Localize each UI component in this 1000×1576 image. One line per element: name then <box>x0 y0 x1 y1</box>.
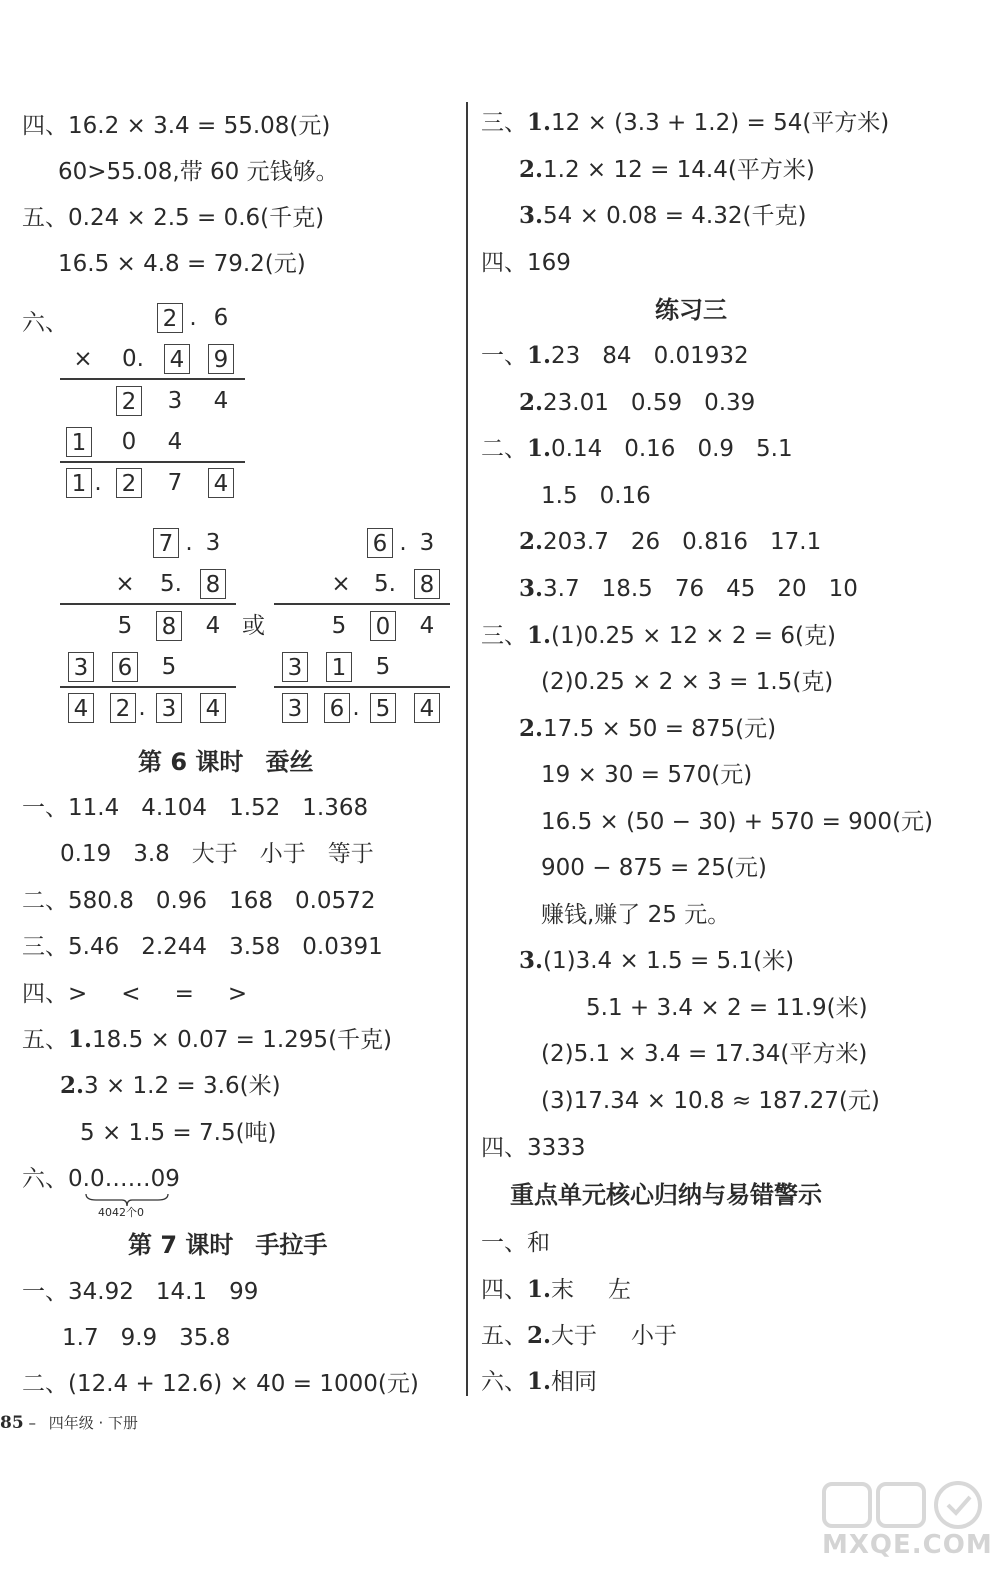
digit: 7 <box>167 470 183 496</box>
digit-box: 6 <box>324 693 350 723</box>
right-q4 <box>481 248 571 278</box>
left-q4-line1 <box>22 111 330 141</box>
answer-item: 1.368 <box>302 795 369 821</box>
answer-item: 0.16 <box>624 436 676 462</box>
lesson6-q2 <box>22 886 375 916</box>
answer-item: 0.16 <box>599 483 651 509</box>
question-mark: 一、 <box>22 795 68 821</box>
calc-rule <box>274 603 450 605</box>
question-mark: 二、 <box>481 436 527 462</box>
sub-question-number: 1. <box>527 109 552 136</box>
digit-box: 1 <box>66 427 92 457</box>
question-mark: 一、 <box>481 343 527 369</box>
answer-item: > <box>227 981 248 1007</box>
answer-item: 0.96 <box>155 888 208 914</box>
answer-item: 20 <box>777 576 807 602</box>
calc-rule <box>60 378 245 380</box>
answer-item: 0.0391 <box>302 934 383 960</box>
practice3-q3-line5: 16.5 × (50 − 30) + 570 = 900(元) <box>541 809 934 835</box>
column-divider <box>466 102 468 1396</box>
practice3-heading: 练习三 <box>655 296 727 324</box>
page-number: 85 <box>0 1413 24 1433</box>
practice3-q3-line8 <box>519 946 794 976</box>
answer-text: 18.5 × 0.07 = 1.295(千克) <box>92 1027 393 1053</box>
digit-box: 3 <box>156 693 182 723</box>
answer-text: 16.2 × 3.4 = 55.08(元) <box>68 113 331 139</box>
answer-text: (1)3.4 × 1.5 = 5.1(米) <box>543 948 795 974</box>
sub-question-number: 1. <box>527 1368 552 1395</box>
practice3-q3-line2: (2)0.25 × 2 × 3 = 1.5(克) <box>541 669 834 695</box>
answer-item: 大于 <box>191 841 238 867</box>
digit-box: 3 <box>282 693 308 723</box>
answer-item: 0.19 <box>60 841 112 867</box>
lesson6-q6 <box>22 1164 180 1194</box>
answer-item: 10 <box>828 576 858 602</box>
right-q3-line2 <box>519 155 815 185</box>
practice3-q1-line2 <box>519 388 755 418</box>
calc-rule <box>60 461 245 463</box>
lesson6-q3 <box>22 932 383 962</box>
answer-item: 0.816 <box>682 529 749 555</box>
sub-question-number: 1. <box>527 622 552 649</box>
watermark-seal-icon <box>818 1478 988 1534</box>
digit-box: 2 <box>110 693 136 723</box>
lesson6-q5-line1 <box>22 1025 392 1055</box>
question-mark: 一、 <box>481 1230 527 1256</box>
summary-q5 <box>481 1321 677 1351</box>
question-mark: 四、 <box>481 1277 527 1303</box>
digit: 3 <box>167 388 183 414</box>
answer-item: 等于 <box>327 841 374 867</box>
digit-box: 5 <box>370 693 396 723</box>
practice3-q3-line7: 赚钱,赚了 25 元。 <box>541 902 731 928</box>
right-q3-line1 <box>481 108 889 138</box>
digit: 5 <box>161 654 177 680</box>
answer-item: 35.8 <box>179 1325 231 1351</box>
left-q5-line1 <box>22 203 324 233</box>
answer-item: 14.1 <box>155 1279 208 1305</box>
digit-box: 9 <box>208 344 234 374</box>
calc-rule <box>60 603 236 605</box>
footer-dash: – <box>28 1414 36 1432</box>
answer-item: 99 <box>229 1279 259 1305</box>
sub-question-number: 1. <box>527 435 552 462</box>
answer-item: 580.8 <box>68 888 134 914</box>
digit-box: 4 <box>208 468 234 498</box>
practice3-q4 <box>481 1133 586 1163</box>
practice3-q2-line3 <box>519 527 821 557</box>
lesson-topic: 手拉手 <box>255 1231 328 1259</box>
answer-text: 0.24 × 2.5 = 0.6(千克) <box>68 205 325 231</box>
times-sign: × <box>73 346 93 372</box>
digit: 3 <box>419 530 435 556</box>
answer-item: 4.104 <box>141 795 208 821</box>
answer-item: 末 <box>551 1277 575 1303</box>
digit-box: 6 <box>112 652 138 682</box>
answer-item: 小于 <box>631 1323 678 1349</box>
answer-item: 11.4 <box>68 795 120 821</box>
answer-item: 0.14 <box>551 436 603 462</box>
watermark-text: MXQE.COM <box>822 1530 993 1560</box>
answer-item: 168 <box>229 888 273 914</box>
sub-question-number: 1. <box>68 1026 93 1053</box>
digit: . <box>352 695 360 721</box>
digit: 5. <box>160 571 182 597</box>
calc-rule <box>60 686 236 688</box>
question-mark: 三、 <box>481 623 527 649</box>
question-mark: 五、 <box>22 1027 68 1053</box>
answer-text: 3333 <box>527 1135 586 1161</box>
digit-box: 2 <box>157 303 183 333</box>
answer-text: 12 × (3.3 + 1.2) = 54(平方米) <box>551 110 890 136</box>
practice3-q2-line4 <box>519 574 858 604</box>
question-mark: 四、 <box>481 1135 527 1161</box>
lesson6-q1-line2 <box>60 839 374 869</box>
times-sign: × <box>331 571 351 597</box>
answer-text: 54 × 0.08 = 4.32(千克) <box>543 203 807 229</box>
question-mark: 二、 <box>22 888 68 914</box>
practice3-q3-line6: 900 − 875 = 25(元) <box>541 855 767 881</box>
lesson7-q1-line2 <box>62 1323 230 1353</box>
question-mark: 五、 <box>22 205 68 231</box>
answer-item: 2.244 <box>141 934 208 960</box>
right-q3-line3 <box>519 201 806 231</box>
digit-box: 0 <box>370 611 396 641</box>
digit: 5 <box>375 654 391 680</box>
digit: 0. <box>122 346 144 372</box>
answer-item: 5.46 <box>68 934 120 960</box>
answer-item: 1.52 <box>229 795 281 821</box>
digit: . <box>94 470 102 496</box>
answer-item: < <box>121 981 141 1007</box>
sub-question-number: 1. <box>527 342 552 369</box>
digit: . <box>138 695 146 721</box>
digit-box: 6 <box>367 528 393 558</box>
answer-text: 相同 <box>551 1369 598 1395</box>
digit: . <box>189 305 197 331</box>
answer-item: 23 <box>551 343 581 369</box>
sub-question-number: 2. <box>519 389 544 416</box>
sub-question-number: 2. <box>527 1322 552 1349</box>
answer-text: 0.0……09 <box>68 1166 180 1192</box>
digit: 5 <box>117 613 133 639</box>
digit: . <box>399 530 407 556</box>
digit: . <box>185 530 193 556</box>
answer-item: 0.01932 <box>653 343 749 369</box>
answer-text: 1.2 × 12 = 14.4(平方米) <box>543 157 815 183</box>
digit-box: 2 <box>116 468 142 498</box>
answer-text: (1)0.25 × 12 × 2 = 6(克) <box>551 623 836 649</box>
answer-item: 17.1 <box>770 529 822 555</box>
lesson6-heading <box>138 747 313 777</box>
sub-question-number: 2. <box>519 715 544 742</box>
practice3-q3-line9: 5.1 + 3.4 × 2 = 11.9(米) <box>586 995 868 1021</box>
digit-box: 4 <box>164 344 190 374</box>
lesson6-q1-line1 <box>22 793 368 823</box>
answer-item: 76 <box>674 576 705 602</box>
answer-item: 0.39 <box>704 390 756 416</box>
practice3-q3-line11: (3)17.34 × 10.8 ≈ 187.27(元) <box>541 1088 880 1114</box>
answer-item: 3.8 <box>133 841 170 867</box>
answer-item: 23.01 <box>543 390 609 416</box>
sub-question-number: 2. <box>519 528 544 555</box>
or-label: 或 <box>242 613 265 639</box>
calc-rule <box>274 686 450 688</box>
answer-item: 左 <box>608 1277 632 1303</box>
question-mark: 三、 <box>22 934 68 960</box>
practice3-q3-line4: 19 × 30 = 570(元) <box>541 762 753 788</box>
practice3-q2-line1 <box>481 434 793 464</box>
digit-box: 1 <box>326 652 352 682</box>
question-mark: 六、 <box>22 1166 68 1192</box>
answer-item: 5.1 <box>756 436 793 462</box>
digit-box: 2 <box>116 386 142 416</box>
left-q5-line2: 16.5 × 4.8 = 79.2(元) <box>58 251 306 277</box>
watermark-logo <box>818 1478 993 1568</box>
lesson7-q2 <box>22 1369 419 1399</box>
question-mark: 六、 <box>481 1369 527 1395</box>
answer-text: 17.5 × 50 = 875(元) <box>543 716 777 742</box>
answer-item: 34.92 <box>68 1279 134 1305</box>
digit-box: 4 <box>200 693 226 723</box>
sub-question-number: 3. <box>519 575 544 602</box>
answer-item: 小于 <box>259 841 306 867</box>
lesson-title: 第 7 课时 <box>128 1231 234 1259</box>
answer-text: 和 <box>527 1230 550 1256</box>
answer-item: 1.7 <box>62 1325 99 1351</box>
digit: 5. <box>374 571 396 597</box>
answer-item: 18.5 <box>601 576 653 602</box>
question-mark: 一、 <box>22 1279 68 1305</box>
answer-item: 大于 <box>551 1323 598 1349</box>
answer-text: 3 × 1.2 = 3.6(米) <box>84 1073 281 1099</box>
practice3-q3-line10: (2)5.1 × 3.4 = 17.34(平方米) <box>541 1041 868 1067</box>
question-mark: 五、 <box>481 1323 527 1349</box>
grade-label: 四年级 · 下册 <box>48 1414 139 1432</box>
digit-box: 4 <box>68 693 94 723</box>
page-footer <box>0 1412 138 1433</box>
sub-question-number: 2. <box>60 1072 85 1099</box>
summary-q4 <box>481 1275 631 1305</box>
digit-box: 4 <box>414 693 440 723</box>
digit: 4 <box>419 613 435 639</box>
sub-question-number: 1. <box>527 1276 552 1303</box>
answer-item: 3.7 <box>543 576 580 602</box>
digit: 3 <box>205 530 221 556</box>
digit: 4 <box>213 388 229 414</box>
digit-box: 7 <box>153 528 179 558</box>
practice3-q2-line2 <box>541 481 651 511</box>
summary-heading: 重点单元核心归纳与易错警示 <box>510 1181 822 1209</box>
answer-item: 9.9 <box>120 1325 158 1351</box>
question-mark: 四、 <box>481 250 527 276</box>
lesson7-q1-line1 <box>22 1277 258 1307</box>
digit: 0 <box>121 429 137 455</box>
lesson-topic: 蚕丝 <box>265 748 314 776</box>
digit-box: 3 <box>282 652 308 682</box>
summary-q1 <box>481 1228 550 1258</box>
digit: 5 <box>331 613 347 639</box>
answer-item: 0.0572 <box>294 888 376 914</box>
times-sign: × <box>115 571 135 597</box>
digit: 4 <box>205 613 221 639</box>
question-mark: 二、 <box>22 1371 68 1397</box>
answer-item: 0.59 <box>630 390 683 416</box>
left-q6-mark: 六、 <box>22 310 68 336</box>
answer-text: (12.4 + 12.6) × 40 = 1000(元) <box>68 1371 419 1397</box>
digit-box: 3 <box>68 652 94 682</box>
lesson6-q5-line3: 5 × 1.5 = 7.5(吨) <box>80 1120 277 1146</box>
answer-text: 169 <box>527 250 571 276</box>
summary-q6 <box>481 1367 597 1397</box>
answer-item: 1.5 <box>541 483 578 509</box>
answer-item: 26 <box>630 529 661 555</box>
answer-item: 84 <box>602 343 632 369</box>
practice3-q3-line3 <box>519 714 776 744</box>
lesson6-q4 <box>22 979 247 1009</box>
sub-question-number: 3. <box>519 947 544 974</box>
question-mark: 三、 <box>481 110 527 136</box>
left-q4-line2: 60>55.08,带 60 元钱够。 <box>58 159 339 185</box>
lesson6-q5-line2 <box>60 1071 281 1101</box>
practice3-q3-line1 <box>481 621 836 651</box>
lesson7-heading <box>128 1230 327 1260</box>
sub-question-number: 3. <box>519 202 544 229</box>
digit-box: 8 <box>156 611 182 641</box>
digit-box: 8 <box>414 569 440 599</box>
answer-item: 45 <box>726 576 756 602</box>
answer-item: 203.7 <box>543 529 609 555</box>
digit: 6 <box>213 305 229 331</box>
answer-item: 3.58 <box>229 934 281 960</box>
digit-box: 8 <box>200 569 226 599</box>
sub-question-number: 2. <box>519 156 544 183</box>
lesson-title: 第 6 课时 <box>138 748 244 776</box>
answer-item: > <box>68 981 88 1007</box>
answer-item: 0.9 <box>697 436 735 462</box>
digit: 4 <box>167 429 183 455</box>
practice3-q1-line1 <box>481 341 749 371</box>
answer-item: = <box>174 981 194 1007</box>
question-mark: 四、 <box>22 981 68 1007</box>
brace-note: 4042个0 <box>98 1206 144 1219</box>
question-mark: 四、 <box>22 113 68 139</box>
digit-box: 1 <box>66 468 92 498</box>
